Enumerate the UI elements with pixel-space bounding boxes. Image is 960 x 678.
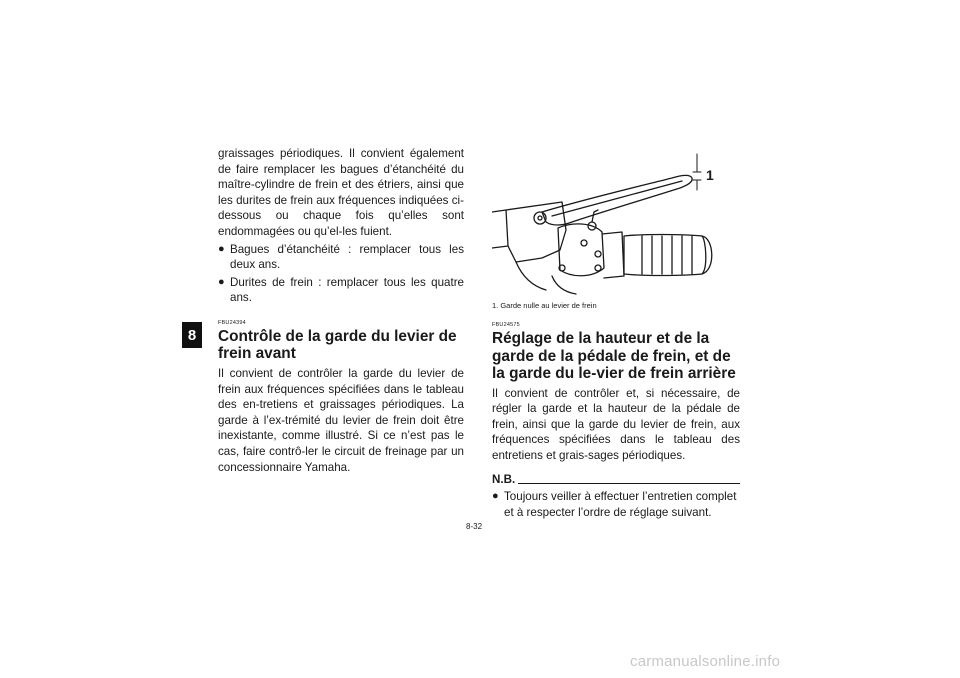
brake-lever-figure [492,150,740,298]
section-body: Il convient de contrôler et, si nécessaire, de régler la garde et la hauteur de la pédale de frein, ainsi que la garde du levier de frein, aux fréquences spécifiées dans le tableau des entretiens et grais-sages périodiques. [492,386,740,462]
section-body: Il convient de contrôler la garde du levier de frein aux fréquences spécifiées dans le tableau des en-tretiens et graissages périodiques. La garde à l’ex-trémité du levier de frein doit être inexistante, comme illustré. Si ce n’est pas le cas, faire contrô-ler le circuit de freinage par un concessionnaire Yamaha. [218,366,464,474]
section-heading: Contrôle de la garde du levier de frein avant [218,327,457,363]
bullet-text: Bagues d’étanchéité : remplacer tous les deux ans. [230,242,464,272]
figure-caption: 1. Garde nulle au levier de frein [492,301,597,310]
section-heading: Réglage de la hauteur et de la garde de la pédale de frein, et de la garde du le-vier de frein arrière [492,330,736,382]
bullet-text: Durites de frein : remplacer tous les quatre ans. [230,275,464,305]
bullet-item [218,242,464,273]
intro-paragraph: graissages périodiques. Il convient également de faire remplacer les bagues d’étanchéité du maître-cylindre de frein et des étriers, ainsi que les durites de frein aux fréquences indiquées ci-dessous ou chaque fois qu’elles sont endommagées ou qu’el-les fuient. [218,147,464,238]
left-column [218,146,464,475]
watermark: carmanualsonline.info [630,653,781,670]
bullet-dot-icon: ● [492,490,499,503]
callout-number: 1 [706,167,714,183]
bullet-dot-icon: ● [218,242,225,255]
nb-label: N.B. [492,473,516,487]
bullet-item [492,489,740,520]
right-column [492,322,740,521]
nb-header [492,473,740,487]
nb-divider [518,483,740,484]
bullet-item [218,275,464,306]
bullet-dot-icon: ● [218,275,225,288]
section-code: FBU24394 [218,319,246,326]
bullet-text: Toujours veiller à effectuer l’entretien complet et à respecter l’ordre de réglage suivant. [504,490,737,520]
section-code: FBU24575 [492,322,520,328]
page-number: 8-32 [466,522,483,531]
chapter-tab: 8 [182,322,202,348]
